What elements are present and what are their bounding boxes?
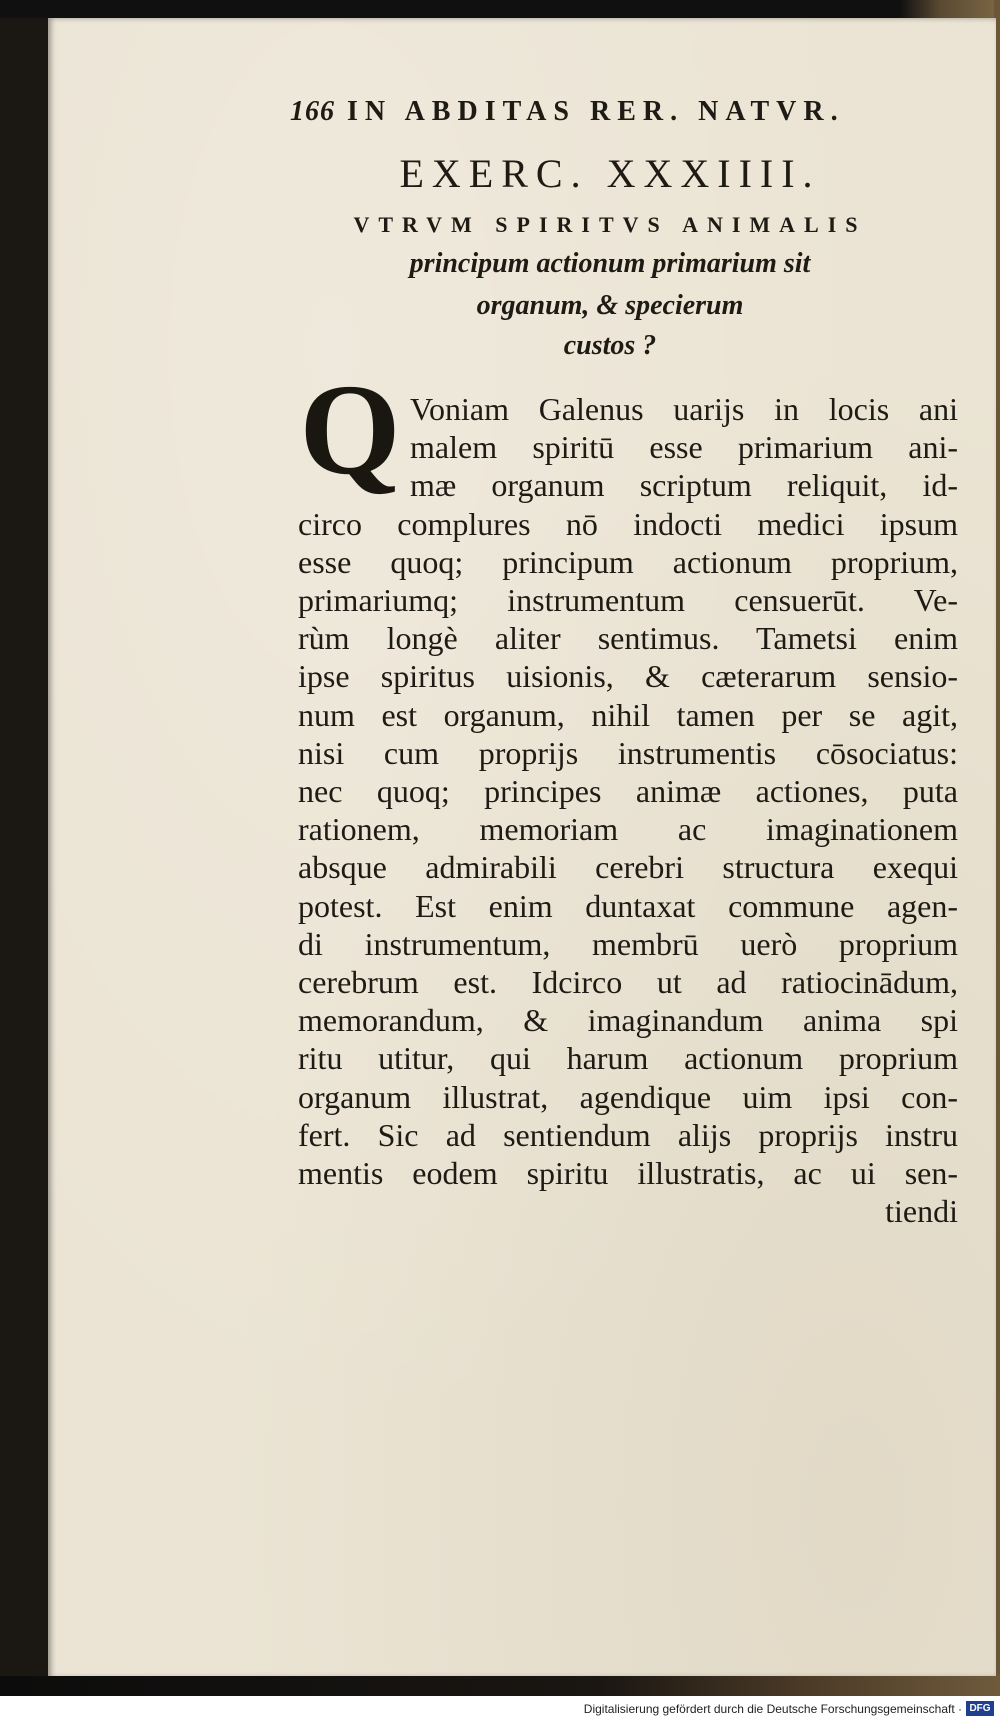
text-line: organum illustrat, agendique uim ipsi con- <box>298 1078 958 1115</box>
text-line: memorandum, & imaginandum anima spi <box>298 1002 958 1039</box>
subtitle-line-1: VTRVM SPIRITVS ANIMALIS <box>353 212 867 237</box>
text-line: nec quoq; principes animæ actiones, puta <box>298 773 958 809</box>
text-line: mentis eodem spiritu illustratis, ac ui sen- <box>298 1155 958 1191</box>
book-top-edge <box>0 0 1000 18</box>
text-line: circo complures nō indocti medici ipsum <box>298 505 958 542</box>
subtitle-line-4: custos ? <box>563 330 657 361</box>
drop-cap: Q <box>299 358 401 502</box>
text-line: di instrumentum, membrū uerò proprium <box>298 925 958 962</box>
text-line: nisi cum proprijs instrumentis cōsociatus: <box>298 734 958 771</box>
text-line: tiendi <box>885 1193 958 1230</box>
subtitle-line-3: organum, & specierum <box>476 290 744 321</box>
chapter-title: EXERC. XXXIIII. <box>399 151 821 196</box>
dfg-logo: DFG <box>966 1701 994 1716</box>
text-line: cerebrum est. Idcirco ut ad ratiocinādum, <box>298 964 958 1000</box>
text-line: num est organum, nihil tamen per se agit, <box>298 696 958 733</box>
text-line: primariumq; instrumentum censuerūt. Ve- <box>298 582 958 618</box>
text-line: Voniam Galenus uarijs in locis ani <box>410 391 958 427</box>
text-line: esse quoq; principum actionum proprium, <box>298 543 958 580</box>
text-line: rùm longè aliter sentimus. Tametsi enim <box>298 620 958 657</box>
running-head <box>290 96 930 136</box>
book-bottom-edge <box>0 1676 1000 1696</box>
subtitle-line-2: principum actionum primarium sit <box>409 248 811 279</box>
digitization-credit: Digitalisierung gefördert durch die Deutsche Forschungsgemeinschaft · <box>583 1702 962 1716</box>
text-line: ritu utitur, qui harum actionum proprium <box>298 1040 958 1077</box>
page-number: 166 <box>290 96 335 127</box>
text-line: fert. Sic ad sentiendum alijs proprijs instru <box>298 1116 958 1153</box>
text-line: mæ organum scriptum reliquit, id- <box>410 467 958 504</box>
running-head-text: IN ABDITAS RER. NATVR. <box>347 96 845 127</box>
text-line: ipse spiritus uisionis, & cæterarum sensio- <box>298 658 958 695</box>
text-line: rationem, memoriam ac imaginationem <box>298 811 958 848</box>
text-line: potest. Est enim duntaxat commune agen- <box>298 887 958 924</box>
text-line: absque admirabili cerebri structura exequi <box>298 849 958 886</box>
text-line: malem spiritū esse primarium ani- <box>410 429 958 466</box>
